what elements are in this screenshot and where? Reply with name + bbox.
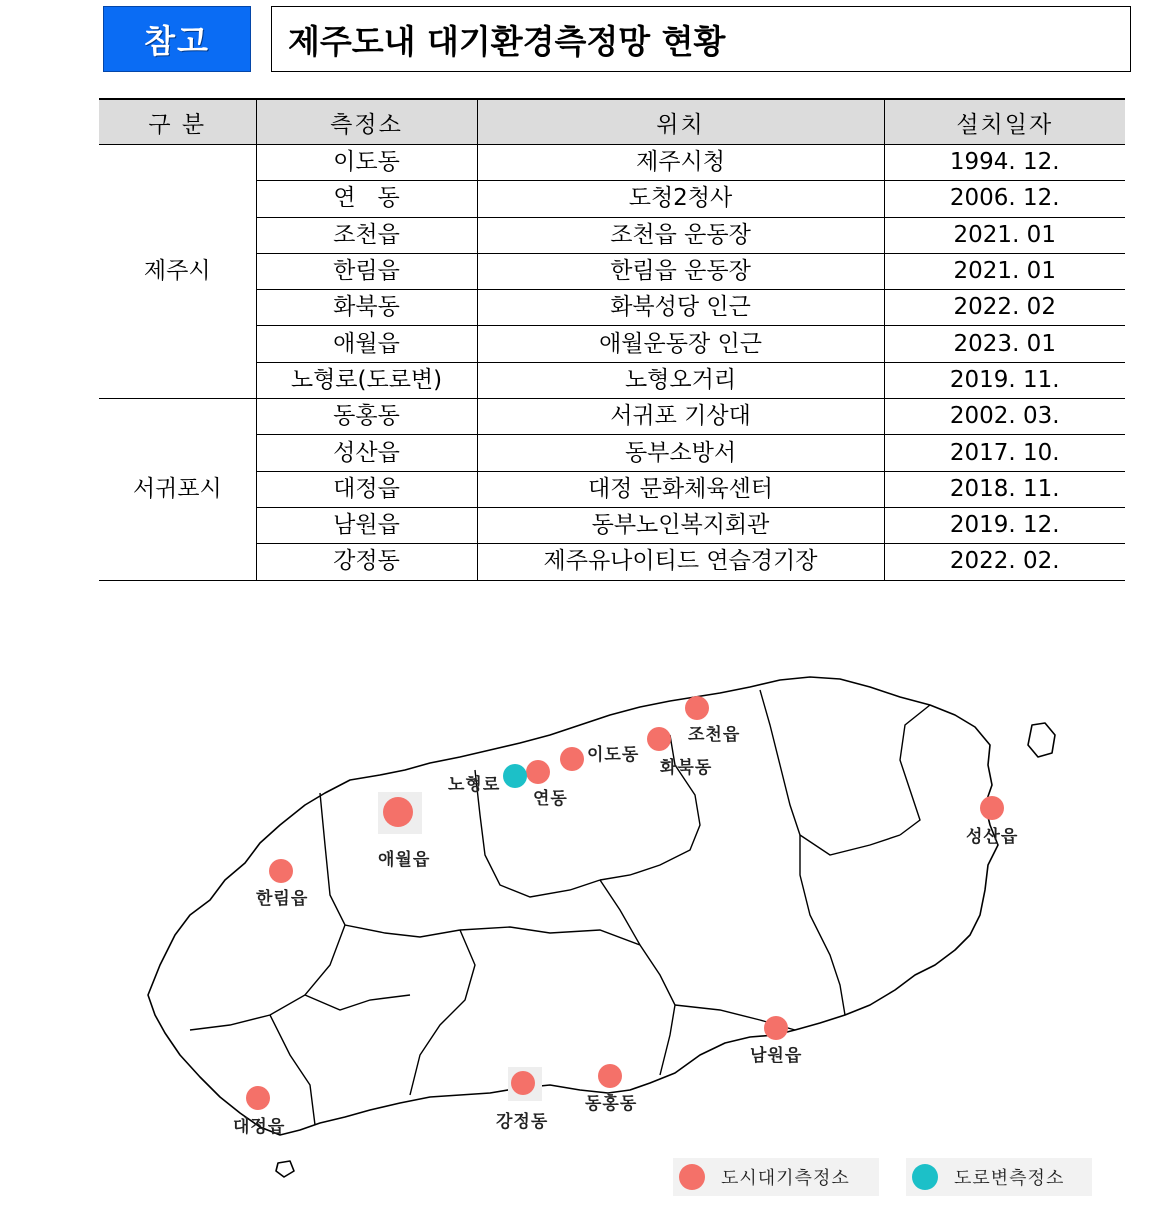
location-cell: 제주유나이티드 연습경기장 [477, 544, 884, 580]
date-cell: 2021. 01 [884, 217, 1125, 253]
column-header-station: 측정소 [256, 99, 477, 145]
page-title: 제주도내 대기환경측정망 현황 [288, 21, 726, 61]
group-cell-seogwipo: 서귀포시 [99, 399, 256, 580]
station-cell: 이도동 [256, 145, 477, 181]
station-cell: 애월읍 [256, 326, 477, 362]
legend-city-marker [679, 1164, 705, 1190]
legend-road-marker [912, 1164, 938, 1190]
location-cell: 화북성당 인근 [477, 290, 884, 326]
location-cell: 노형오거리 [477, 362, 884, 398]
date-cell: 2019. 11. [884, 362, 1125, 398]
station-cell: 동홍동 [256, 399, 477, 435]
map-label-ido: 이도동 [587, 745, 640, 765]
southern-islet [276, 1161, 294, 1177]
group-cell-jeju: 제주시 [99, 145, 256, 399]
map-label-aewol: 애월읍 [378, 850, 431, 870]
station-cell: 남원읍 [256, 507, 477, 543]
map-label-donghong: 동홍동 [585, 1094, 638, 1114]
map-label-nohyeong: 노형로 [448, 775, 501, 795]
station-marker-donghong [598, 1064, 622, 1088]
station-marker-gangjeong [511, 1071, 535, 1095]
location-cell: 동부노인복지회관 [477, 507, 884, 543]
station-marker-nohyeong [503, 764, 527, 788]
station-marker-ido [560, 747, 584, 771]
map-label-daejeong: 대정읍 [233, 1117, 286, 1137]
reference-badge [103, 6, 251, 72]
map-label-hwabuk: 화북동 [660, 758, 713, 778]
stations-table [99, 98, 1125, 581]
legend-road-label: 도로변측정소 [954, 1168, 1065, 1189]
location-cell: 제주시청 [477, 145, 884, 181]
date-cell: 2022. 02. [884, 544, 1125, 580]
legend-city [673, 1158, 879, 1196]
legend-road [906, 1158, 1092, 1196]
station-marker-aewol [383, 797, 413, 827]
udo-islet [1028, 723, 1055, 757]
legend-city-label: 도시대기측정소 [721, 1168, 850, 1189]
table-header-row [99, 99, 1125, 145]
station-cell: 한림읍 [256, 253, 477, 289]
station-cell: 성산읍 [256, 435, 477, 471]
map-label-gangjeong: 강정동 [496, 1112, 549, 1132]
station-marker-daejeong [246, 1086, 270, 1110]
station-marker-seongsan [980, 796, 1004, 820]
table-row [99, 399, 1125, 435]
station-marker-namwon [764, 1016, 788, 1040]
map-label-yeon: 연동 [533, 789, 568, 809]
location-cell: 조천읍 운동장 [477, 217, 884, 253]
station-marker-yeon [526, 760, 550, 784]
location-cell: 애월운동장 인근 [477, 326, 884, 362]
map-label-jocheon: 조천읍 [688, 725, 741, 745]
station-cell: 조천읍 [256, 217, 477, 253]
station-cell: 대정읍 [256, 471, 477, 507]
station-marker-hallim [269, 859, 293, 883]
column-header-location: 위치 [477, 99, 884, 145]
date-cell: 2002. 03. [884, 399, 1125, 435]
location-cell: 동부소방서 [477, 435, 884, 471]
map-label-namwon: 남원읍 [750, 1046, 803, 1066]
table-row [99, 145, 1125, 181]
date-cell: 2019. 12. [884, 507, 1125, 543]
badge-label: 참고 [144, 22, 210, 60]
station-cell: 강정동 [256, 544, 477, 580]
column-header-date: 설치일자 [884, 99, 1125, 145]
location-cell: 한림읍 운동장 [477, 253, 884, 289]
date-cell: 2018. 11. [884, 471, 1125, 507]
location-cell: 도청2청사 [477, 181, 884, 217]
date-cell: 2006. 12. [884, 181, 1125, 217]
map-label-hallim: 한림읍 [256, 889, 309, 909]
station-cell: 화북동 [256, 290, 477, 326]
column-header-category: 구 분 [99, 99, 256, 145]
station-cell: 노형로(도로변) [256, 362, 477, 398]
date-cell: 2021. 01 [884, 253, 1125, 289]
date-cell: 2022. 02 [884, 290, 1125, 326]
date-cell: 2023. 01 [884, 326, 1125, 362]
map-label-seongsan: 성산읍 [966, 827, 1019, 847]
date-cell: 1994. 12. [884, 145, 1125, 181]
station-marker-jocheon [685, 696, 709, 720]
station-cell: 연 동 [256, 181, 477, 217]
location-cell: 대정 문화체육센터 [477, 471, 884, 507]
page-title-box [271, 6, 1131, 72]
date-cell: 2017. 10. [884, 435, 1125, 471]
location-cell: 서귀포 기상대 [477, 399, 884, 435]
station-marker-hwabuk [647, 727, 671, 751]
